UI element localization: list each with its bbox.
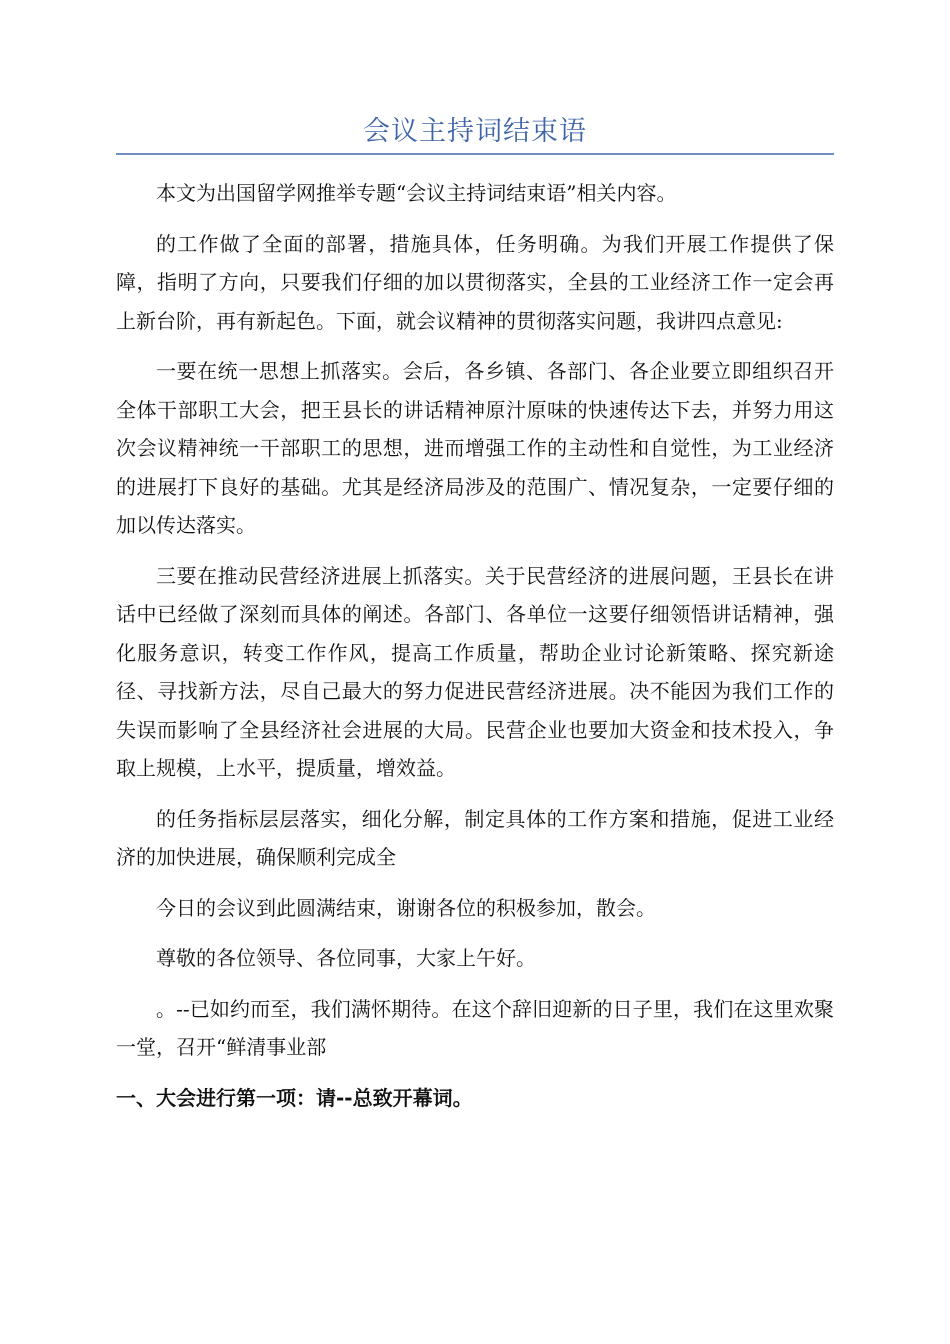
document-body bbox=[116, 174, 834, 1129]
paragraph-intro: 本文为出国留学网推举专题“会议主持词结束语”相关内容。 bbox=[156, 181, 677, 205]
paragraph-gathering: 。--已如约而至，我们满怀期待。在这个辞旧迎新的日子里，我们在这里欢聚一堂，召开“鲜清事业部 bbox=[116, 996, 834, 1059]
paragraph-closing: 今日的会议到此圆满结束，谢谢各位的积极参加，散会。 bbox=[156, 895, 656, 920]
section-heading: 一、大会进行第一项：请--总致开幕词。 bbox=[116, 1085, 473, 1110]
paragraph-point-one: 一要在统一思想上抓落实。会后，各乡镇、各部门、各企业要立即组织召开全体干部职工大会，把王县长的讲话精神原汁原味的快速传达下去，并努力用这次会议精神统一干部职工的思想，进而增强工作的主动性和自觉性，为工业经济的进展打下良好的基础。尤其是经济局涉及的范围广、情况复杂，一定要仔细的加以传达落实。 bbox=[116, 359, 834, 537]
paragraph-greeting: 尊敬的各位领导、各位同事，大家上午好。 bbox=[156, 946, 536, 970]
title-underline bbox=[116, 153, 834, 155]
paragraph-work-deployment: 的工作做了全面的部署，措施具体，任务明确。为我们开展工作提供了保障，指明了方向，只要我们仔细的加以贯彻落实，全县的工业经济工作一定会再上新台阶，再有新起色。下面，就会议精神的贯彻落实问题，我讲四点意见: bbox=[116, 231, 834, 333]
paragraph-point-three: 三要在推动民营经济进展上抓落实。关于民营经济的进展问题，王县长在讲话中已经做了深刻而具体的阐述。各部门、各单位一这要仔细领悟讲话精神，强化服务意识，转变工作作风，提高工作质量，帮助企业讨论新策略、探究新途径、寻找新方法，尽自己最大的努力促进民营经济进展。决不能因为我们工作的失误而影响了全县经济社会进展的大局。民营企业也要加大资金和技术投入，争取上规模，上水平，提质量，增效益。 bbox=[116, 563, 834, 780]
document-title: 会议主持词结束语 bbox=[363, 116, 587, 147]
paragraph-task-targets: 的任务指标层层落实，细化分解，制定具体的工作方案和措施，促进工业经济的加快进展，确保顺利完成全 bbox=[116, 806, 834, 869]
